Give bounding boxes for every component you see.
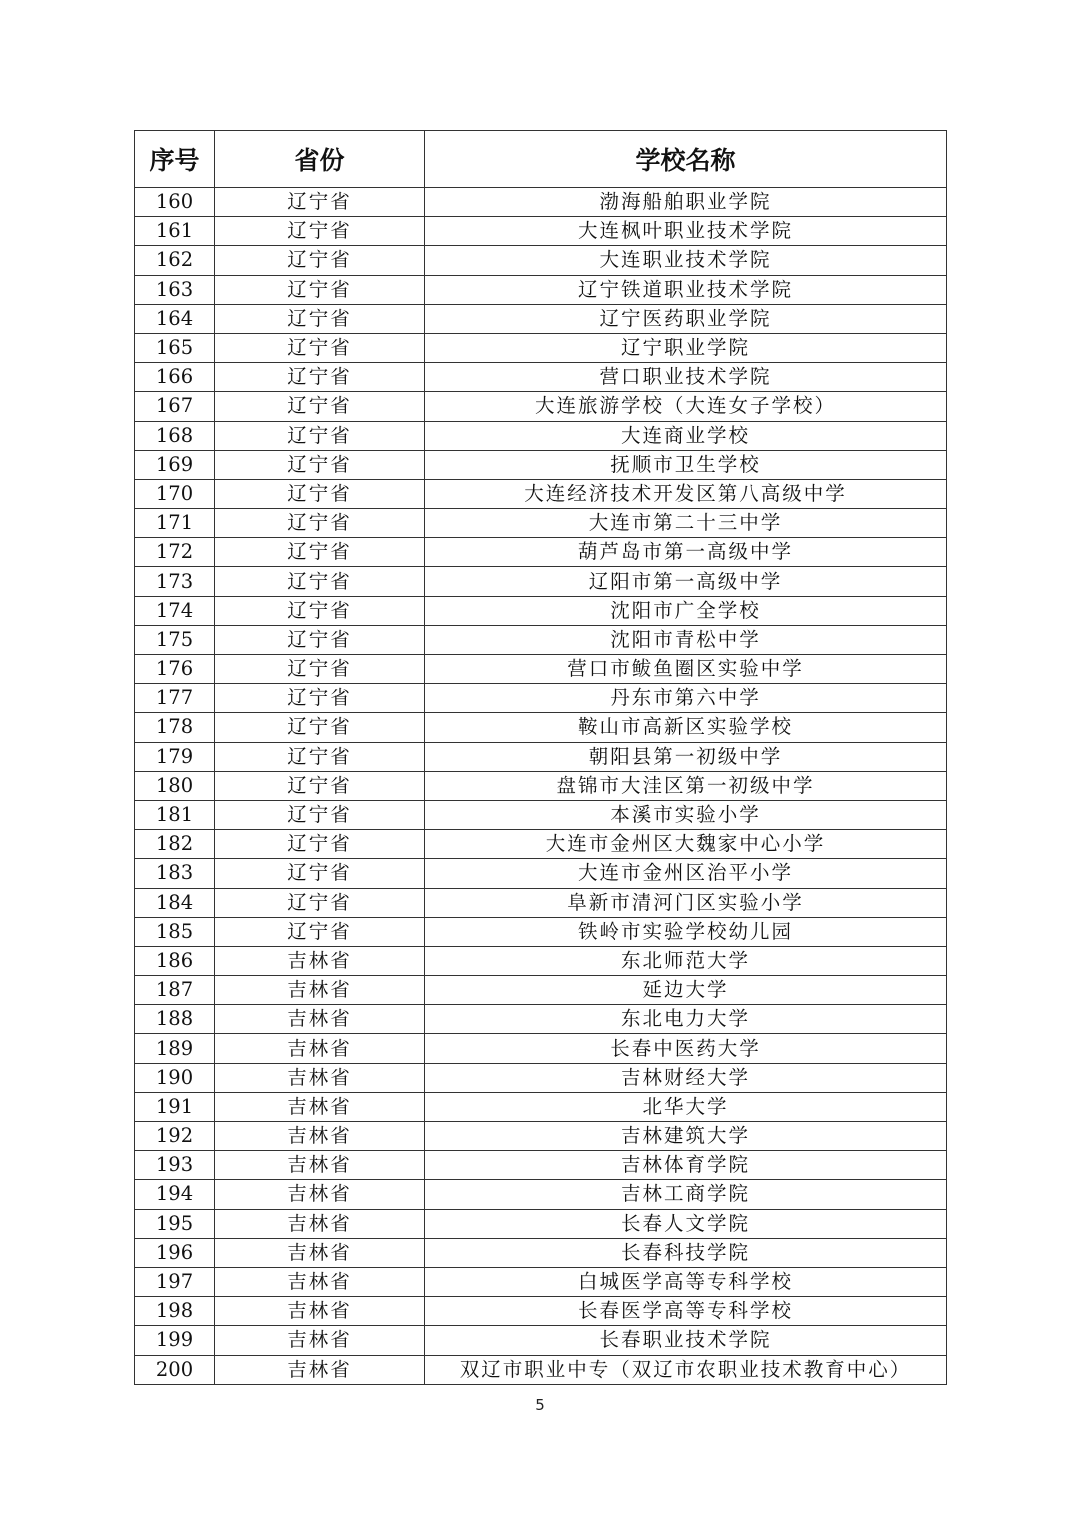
cell-serial-number: 173	[135, 567, 215, 596]
table-row	[135, 567, 947, 596]
cell-province: 辽宁省	[215, 567, 425, 596]
cell-serial-number: 195	[135, 1209, 215, 1238]
table-row	[135, 946, 947, 975]
cell-school-name: 吉林财经大学	[425, 1063, 947, 1092]
cell-province: 辽宁省	[215, 888, 425, 917]
table-row	[135, 538, 947, 567]
table-row	[135, 1063, 947, 1092]
cell-province: 吉林省	[215, 1122, 425, 1151]
cell-serial-number: 186	[135, 946, 215, 975]
cell-province: 辽宁省	[215, 188, 425, 217]
table-row	[135, 479, 947, 508]
table-row	[135, 333, 947, 362]
cell-serial-number: 171	[135, 509, 215, 538]
cell-school-name: 盘锦市大洼区第一初级中学	[425, 771, 947, 800]
table-row	[135, 800, 947, 829]
cell-school-name: 白城医学高等专科学校	[425, 1267, 947, 1296]
table-row	[135, 1297, 947, 1326]
cell-school-name: 沈阳市青松中学	[425, 625, 947, 654]
cell-province: 吉林省	[215, 976, 425, 1005]
table-row	[135, 1034, 947, 1063]
cell-serial-number: 194	[135, 1180, 215, 1209]
table-row	[135, 625, 947, 654]
cell-school-name: 鞍山市高新区实验学校	[425, 713, 947, 742]
cell-school-name: 营口市鲅鱼圈区实验中学	[425, 655, 947, 684]
cell-school-name: 东北师范大学	[425, 946, 947, 975]
cell-serial-number: 179	[135, 742, 215, 771]
cell-school-name: 大连职业技术学院	[425, 246, 947, 275]
cell-school-name: 长春科技学院	[425, 1238, 947, 1267]
table-row	[135, 1005, 947, 1034]
cell-school-name: 双辽市职业中专（双辽市农职业技术教育中心）	[425, 1355, 947, 1384]
cell-school-name: 延边大学	[425, 976, 947, 1005]
cell-serial-number: 183	[135, 859, 215, 888]
table-row	[135, 830, 947, 859]
table-row	[135, 713, 947, 742]
table-row	[135, 1355, 947, 1384]
cell-serial-number: 169	[135, 450, 215, 479]
cell-school-name: 大连旅游学校（大连女子学校）	[425, 392, 947, 421]
cell-serial-number: 184	[135, 888, 215, 917]
cell-province: 吉林省	[215, 1180, 425, 1209]
cell-school-name: 长春人文学院	[425, 1209, 947, 1238]
table-row	[135, 421, 947, 450]
cell-serial-number: 175	[135, 625, 215, 654]
header-province: 省份	[215, 131, 425, 188]
table-row	[135, 450, 947, 479]
table-row	[135, 509, 947, 538]
cell-serial-number: 191	[135, 1092, 215, 1121]
table-row	[135, 217, 947, 246]
header-serial-number: 序号	[135, 131, 215, 188]
cell-serial-number: 189	[135, 1034, 215, 1063]
cell-province: 辽宁省	[215, 217, 425, 246]
cell-serial-number: 199	[135, 1326, 215, 1355]
cell-province: 辽宁省	[215, 275, 425, 304]
cell-province: 辽宁省	[215, 800, 425, 829]
cell-province: 吉林省	[215, 1238, 425, 1267]
cell-province: 辽宁省	[215, 450, 425, 479]
cell-province: 辽宁省	[215, 713, 425, 742]
table-row	[135, 655, 947, 684]
table-row	[135, 392, 947, 421]
cell-province: 吉林省	[215, 1034, 425, 1063]
cell-serial-number: 187	[135, 976, 215, 1005]
cell-school-name: 葫芦岛市第一高级中学	[425, 538, 947, 567]
cell-serial-number: 162	[135, 246, 215, 275]
cell-school-name: 朝阳县第一初级中学	[425, 742, 947, 771]
cell-serial-number: 185	[135, 917, 215, 946]
cell-serial-number: 172	[135, 538, 215, 567]
table-row	[135, 888, 947, 917]
table-row	[135, 742, 947, 771]
cell-province: 辽宁省	[215, 830, 425, 859]
cell-province: 辽宁省	[215, 596, 425, 625]
cell-school-name: 阜新市清河门区实验小学	[425, 888, 947, 917]
cell-serial-number: 181	[135, 800, 215, 829]
cell-province: 辽宁省	[215, 333, 425, 362]
cell-school-name: 沈阳市广全学校	[425, 596, 947, 625]
table-row	[135, 1209, 947, 1238]
cell-serial-number: 160	[135, 188, 215, 217]
table-row	[135, 1267, 947, 1296]
table-row	[135, 1180, 947, 1209]
cell-school-name: 辽宁铁道职业技术学院	[425, 275, 947, 304]
cell-serial-number: 161	[135, 217, 215, 246]
cell-school-name: 大连市金州区大魏家中心小学	[425, 830, 947, 859]
header-school-name: 学校名称	[425, 131, 947, 188]
table-header-row	[135, 131, 947, 188]
cell-province: 辽宁省	[215, 655, 425, 684]
cell-province: 吉林省	[215, 1209, 425, 1238]
cell-school-name: 长春医学高等专科学校	[425, 1297, 947, 1326]
cell-serial-number: 196	[135, 1238, 215, 1267]
page-number: 5	[535, 1396, 545, 1414]
cell-school-name: 吉林建筑大学	[425, 1122, 947, 1151]
cell-province: 辽宁省	[215, 363, 425, 392]
cell-school-name: 辽宁医药职业学院	[425, 304, 947, 333]
cell-province: 吉林省	[215, 1092, 425, 1121]
cell-province: 辽宁省	[215, 479, 425, 508]
cell-province: 辽宁省	[215, 246, 425, 275]
cell-serial-number: 182	[135, 830, 215, 859]
cell-province: 吉林省	[215, 1355, 425, 1384]
table-row	[135, 246, 947, 275]
cell-province: 辽宁省	[215, 625, 425, 654]
cell-province: 吉林省	[215, 1151, 425, 1180]
cell-serial-number: 178	[135, 713, 215, 742]
cell-serial-number: 165	[135, 333, 215, 362]
cell-school-name: 东北电力大学	[425, 1005, 947, 1034]
cell-serial-number: 166	[135, 363, 215, 392]
cell-school-name: 辽宁职业学院	[425, 333, 947, 362]
cell-province: 辽宁省	[215, 917, 425, 946]
cell-serial-number: 174	[135, 596, 215, 625]
cell-serial-number: 188	[135, 1005, 215, 1034]
cell-serial-number: 198	[135, 1297, 215, 1326]
cell-province: 吉林省	[215, 1005, 425, 1034]
cell-province: 辽宁省	[215, 771, 425, 800]
cell-school-name: 大连经济技术开发区第八高级中学	[425, 479, 947, 508]
cell-serial-number: 163	[135, 275, 215, 304]
table-row	[135, 275, 947, 304]
cell-province: 吉林省	[215, 1326, 425, 1355]
cell-serial-number: 200	[135, 1355, 215, 1384]
cell-serial-number: 197	[135, 1267, 215, 1296]
cell-school-name: 丹东市第六中学	[425, 684, 947, 713]
cell-serial-number: 190	[135, 1063, 215, 1092]
table-row	[135, 363, 947, 392]
table-row	[135, 859, 947, 888]
cell-school-name: 抚顺市卫生学校	[425, 450, 947, 479]
cell-school-name: 大连市金州区治平小学	[425, 859, 947, 888]
cell-serial-number: 180	[135, 771, 215, 800]
table-row	[135, 1238, 947, 1267]
cell-school-name: 辽阳市第一高级中学	[425, 567, 947, 596]
cell-serial-number: 176	[135, 655, 215, 684]
cell-province: 吉林省	[215, 1063, 425, 1092]
cell-serial-number: 193	[135, 1151, 215, 1180]
cell-province: 辽宁省	[215, 742, 425, 771]
table-row	[135, 596, 947, 625]
table-row	[135, 917, 947, 946]
table-row	[135, 1122, 947, 1151]
cell-province: 辽宁省	[215, 859, 425, 888]
table-row	[135, 304, 947, 333]
cell-school-name: 营口职业技术学院	[425, 363, 947, 392]
cell-serial-number: 167	[135, 392, 215, 421]
table-row	[135, 1326, 947, 1355]
table-row	[135, 188, 947, 217]
cell-school-name: 大连商业学校	[425, 421, 947, 450]
cell-school-name: 长春职业技术学院	[425, 1326, 947, 1355]
cell-school-name: 吉林体育学院	[425, 1151, 947, 1180]
table-row	[135, 1092, 947, 1121]
cell-serial-number: 170	[135, 479, 215, 508]
cell-province: 辽宁省	[215, 304, 425, 333]
cell-province: 辽宁省	[215, 509, 425, 538]
cell-province: 吉林省	[215, 946, 425, 975]
table-row	[135, 976, 947, 1005]
table-row	[135, 684, 947, 713]
cell-school-name: 吉林工商学院	[425, 1180, 947, 1209]
cell-province: 吉林省	[215, 1297, 425, 1326]
cell-school-name: 大连市第二十三中学	[425, 509, 947, 538]
cell-school-name: 大连枫叶职业技术学院	[425, 217, 947, 246]
cell-serial-number: 192	[135, 1122, 215, 1151]
school-list-table	[134, 130, 947, 1385]
cell-serial-number: 177	[135, 684, 215, 713]
table-body	[135, 188, 947, 1385]
cell-school-name: 渤海船舶职业学院	[425, 188, 947, 217]
cell-province: 辽宁省	[215, 392, 425, 421]
table-row	[135, 771, 947, 800]
cell-school-name: 北华大学	[425, 1092, 947, 1121]
cell-province: 辽宁省	[215, 684, 425, 713]
table-row	[135, 1151, 947, 1180]
cell-serial-number: 164	[135, 304, 215, 333]
cell-school-name: 本溪市实验小学	[425, 800, 947, 829]
cell-province: 辽宁省	[215, 538, 425, 567]
cell-school-name: 铁岭市实验学校幼儿园	[425, 917, 947, 946]
cell-province: 辽宁省	[215, 421, 425, 450]
cell-school-name: 长春中医药大学	[425, 1034, 947, 1063]
cell-province: 吉林省	[215, 1267, 425, 1296]
cell-serial-number: 168	[135, 421, 215, 450]
